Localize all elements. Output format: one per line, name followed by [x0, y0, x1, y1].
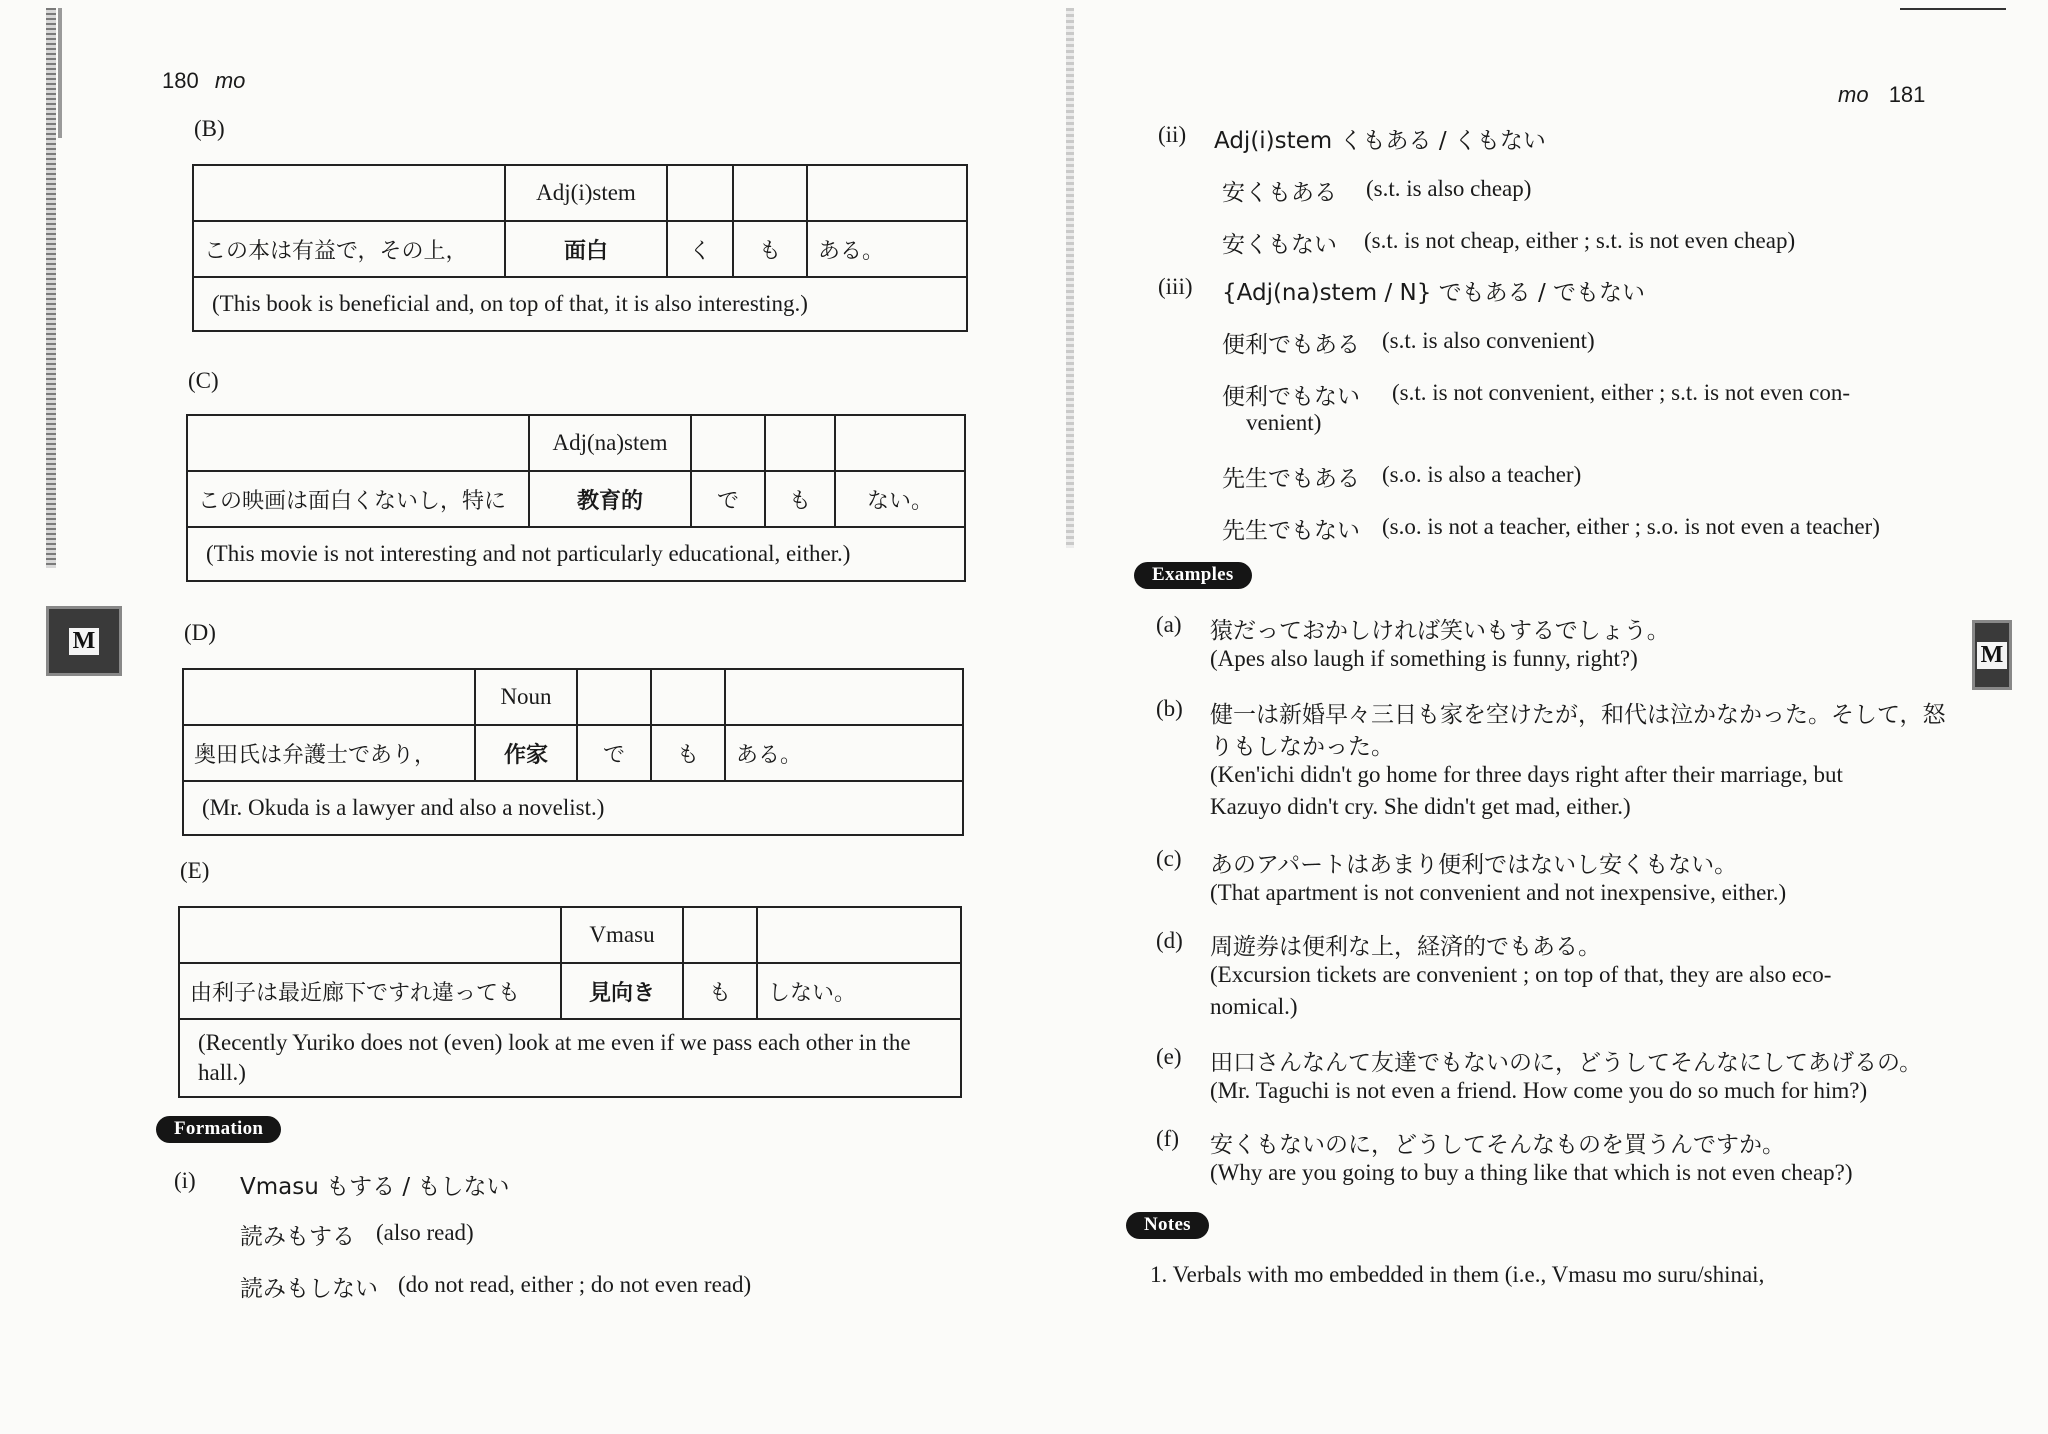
- table-head: Adj(i)stem: [505, 165, 667, 221]
- section-label-c: (C): [188, 368, 219, 393]
- chapter-tab: [46, 606, 122, 676]
- table-cell: ある。: [725, 725, 963, 781]
- formation-i-pattern: Vmasu もする / もしない: [240, 1174, 510, 1200]
- page-number: 181: [1888, 82, 1926, 107]
- table-cell-empty: [691, 415, 765, 471]
- formation-iii-example-en: (s.t. is also convenient): [1382, 328, 1595, 353]
- book-gutter: [1066, 8, 1074, 548]
- table-cell: く: [667, 221, 733, 277]
- example-en: (Why are you going to buy a thing like that which is not even cheap?): [1210, 1160, 1853, 1185]
- example-letter: (d): [1156, 928, 1183, 953]
- example-jp: 安くもないのに，どうしてそんなものを買うんですか。: [1210, 1132, 1785, 1158]
- table-translation: (This movie is not interesting and not particularly educational, either.): [187, 527, 965, 581]
- formation-iii-example-jp: 便利でもない: [1222, 384, 1360, 410]
- table-cell-stem: 作家: [475, 725, 577, 781]
- pattern-table-e: [178, 906, 962, 1098]
- formation-iii-example-en-cont: venient): [1246, 410, 1322, 435]
- table-cell-sentence: この映画は面白くないし，特に: [187, 471, 529, 527]
- example-jp: あのアパートはあまり便利ではないし安くもない。: [1210, 852, 1738, 878]
- section-label-b: (B): [194, 116, 225, 141]
- example-en: (Apes also laugh if something is funny, right?): [1210, 646, 1638, 671]
- top-rule: [1900, 8, 2006, 10]
- page-header: [1838, 82, 1925, 108]
- example-letter: (a): [1156, 612, 1182, 637]
- section-label-e: (E): [180, 858, 210, 883]
- page-header: [162, 68, 245, 94]
- examples-badge: Examples: [1134, 562, 1252, 589]
- table-cell-empty: [725, 669, 963, 725]
- formation-ii-example-jp: 安くもない: [1222, 232, 1337, 258]
- table-cell-empty: [835, 415, 965, 471]
- table-cell: で: [691, 471, 765, 527]
- notes-badge: Notes: [1126, 1212, 1209, 1239]
- table-cell-empty: [807, 165, 967, 221]
- example-en: Kazuyo didn't cry. She didn't get mad, either.): [1210, 794, 1631, 819]
- formation-ii-pattern: Adj(i)stem くもある / くもない: [1214, 128, 1546, 154]
- formation-i-example-jp: 読みもしない: [240, 1276, 378, 1302]
- table-translation: (Recently Yuriko does not (even) look at me even if we pass each other in the hall.): [179, 1019, 961, 1097]
- chapter-tab-letter: M: [69, 628, 100, 655]
- example-letter: (e): [1156, 1044, 1182, 1069]
- formation-i-num: (i): [174, 1168, 196, 1193]
- table-translation: (This book is beneficial and, on top of that, it is also interesting.): [193, 277, 967, 331]
- example-en: (That apartment is not convenient and not inexpensive, either.): [1210, 880, 1787, 905]
- formation-iii-pattern: {Adj(na)stem / N} でもある / でもない: [1222, 280, 1646, 306]
- table-cell: しない。: [757, 963, 961, 1019]
- formation-iii-example-en: (s.o. is also a teacher): [1382, 462, 1582, 487]
- formation-iii-example-jp: 便利でもある: [1222, 332, 1360, 358]
- example-en: nomical.): [1210, 994, 1298, 1019]
- table-cell-empty: [183, 669, 475, 725]
- table-cell-sentence: この本は有益で，その上，: [193, 221, 505, 277]
- formation-iii-example-jp: 先生でもある: [1222, 466, 1360, 492]
- section-label-d: (D): [184, 620, 216, 645]
- table-cell-empty: [651, 669, 725, 725]
- pattern-table-d: [182, 668, 964, 836]
- formation-iii-example-en: (s.o. is not a teacher, either ; s.o. is not even a teacher): [1382, 514, 1880, 539]
- example-letter: (f): [1156, 1126, 1179, 1151]
- table-cell-empty: [757, 907, 961, 963]
- formation-i-example-en: (also read): [376, 1220, 474, 1245]
- formation-ii-example-en: (s.t. is not cheap, either ; s.t. is not even cheap): [1364, 228, 1796, 253]
- table-cell-empty: [179, 907, 561, 963]
- table-head: Adj(na)stem: [529, 415, 691, 471]
- example-en: (Mr. Taguchi is not even a friend. How come you do so much for him?): [1210, 1078, 1868, 1103]
- formation-ii-num: (ii): [1158, 122, 1187, 147]
- table-cell-empty: [683, 907, 757, 963]
- header-word: mo: [214, 68, 246, 93]
- table-cell: も: [683, 963, 757, 1019]
- table-cell: ない。: [835, 471, 965, 527]
- table-cell: も: [651, 725, 725, 781]
- table-head: Noun: [475, 669, 577, 725]
- example-letter: (b): [1156, 696, 1183, 721]
- table-cell-empty: [577, 669, 651, 725]
- formation-i-example-en: (do not read, either ; do not even read): [398, 1272, 752, 1297]
- table-cell-empty: [733, 165, 807, 221]
- header-word: mo: [1838, 82, 1869, 107]
- chapter-tab: [1972, 620, 2012, 690]
- table-cell-sentence: 奥田氏は弁護士であり，: [183, 725, 475, 781]
- pattern-table-c: [186, 414, 966, 582]
- formation-i-example-jp: 読みもする: [240, 1224, 355, 1250]
- example-en: (Ken'ichi didn't go home for three days right after their marriage, but: [1210, 762, 1843, 787]
- formation-iii-example-en: (s.t. is not convenient, either ; s.t. is not even con-: [1392, 380, 1850, 405]
- formation-iii-example-jp: 先生でもない: [1222, 518, 1360, 544]
- example-en: (Excursion tickets are convenient ; on top of that, they are also eco-: [1210, 962, 1832, 987]
- table-cell-empty: [187, 415, 529, 471]
- formation-ii-example-jp: 安くもある: [1222, 180, 1337, 206]
- table-cell-empty: [667, 165, 733, 221]
- note-1: 1. Verbals with mo embedded in them (i.e., Vmasu mo suru/shinai,: [1150, 1262, 1765, 1287]
- example-jp: 健一は新婚早々三日も家を空けたが，和代は泣かなかった。そして，怒: [1210, 702, 1946, 728]
- example-letter: (c): [1156, 846, 1182, 871]
- formation-ii-example-en: (s.t. is also cheap): [1366, 176, 1532, 201]
- table-cell: ある。: [807, 221, 967, 277]
- example-jp: 猿だっておかしければ笑いもするでしょう。: [1210, 618, 1670, 644]
- example-jp: 周遊券は便利な上，経済的でもある。: [1210, 934, 1601, 960]
- chapter-tab-letter: M: [1977, 642, 2008, 669]
- table-cell-stem: 見向き: [561, 963, 683, 1019]
- table-cell: も: [733, 221, 807, 277]
- table-cell-empty: [193, 165, 505, 221]
- table-cell-stem: 教育的: [529, 471, 691, 527]
- table-cell: も: [765, 471, 835, 527]
- table-translation: (Mr. Okuda is a lawyer and also a novelist.): [183, 781, 963, 835]
- example-jp: 田口さんなんて友達でもないのに，どうしてそんなにしてあげるの。: [1210, 1050, 1923, 1076]
- pattern-table-b: [192, 164, 968, 332]
- table-cell: で: [577, 725, 651, 781]
- table-head: Vmasu: [561, 907, 683, 963]
- table-cell-sentence: 由利子は最近廊下ですれ違っても: [179, 963, 561, 1019]
- example-jp-cont: りもしなかった。: [1210, 734, 1394, 760]
- formation-iii-num: (iii): [1158, 274, 1193, 299]
- table-cell-empty: [765, 415, 835, 471]
- formation-badge: Formation: [156, 1116, 281, 1143]
- table-cell-stem: 面白: [505, 221, 667, 277]
- page-number: 180: [162, 68, 199, 93]
